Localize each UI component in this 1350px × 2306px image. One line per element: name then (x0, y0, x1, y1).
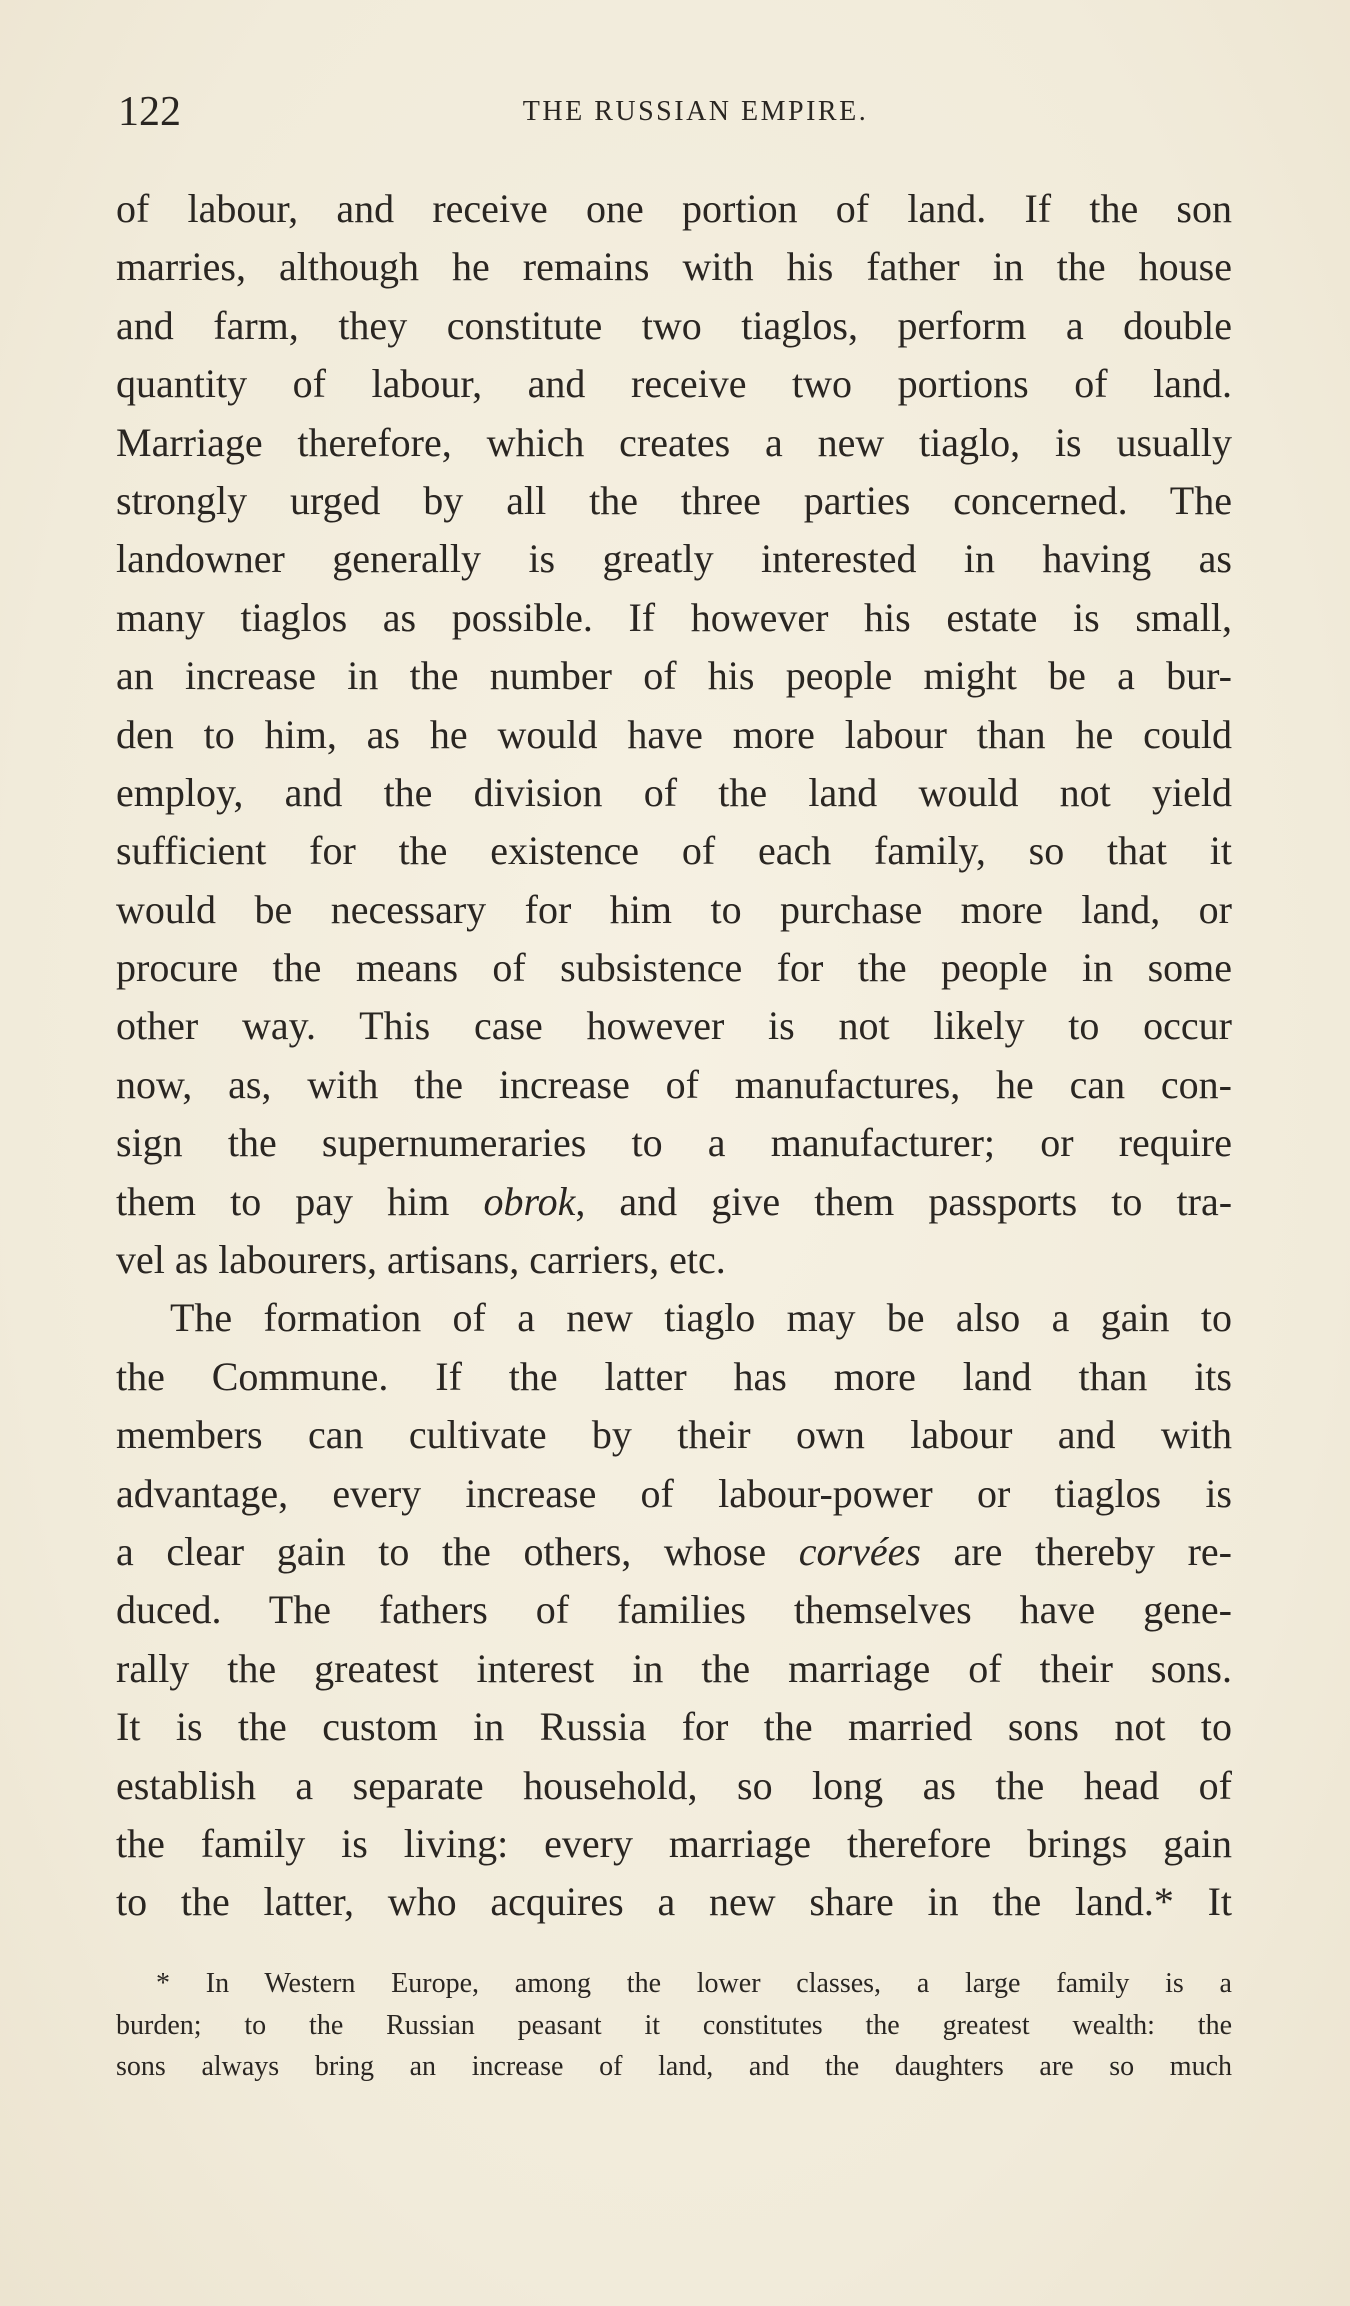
text-line: duced. The fathers of families themselves have gene- (116, 1587, 1232, 1633)
text-line: an increase in the number of his people might be a bur- (116, 653, 1232, 699)
italic-term-obrok: obrok (483, 1178, 576, 1224)
text-line: quantity of labour, and receive two portions of land. (116, 361, 1232, 407)
text-line: the family is living: every marriage therefore brings gain (116, 1820, 1232, 1866)
footnote-line: burden; to the Russian peasant it constitutes the greatest wealth: the (116, 2009, 1232, 2041)
text-run: are thereby re- (953, 1528, 1232, 1574)
text-run: , and give them passports to tra- (575, 1178, 1233, 1224)
text-line: strongly urged by all the three parties concerned. The (116, 477, 1232, 523)
text-line: advantage, every increase of labour-power or tiaglos is (116, 1470, 1232, 1516)
text-line: establish a separate household, so long as the head of (116, 1762, 1232, 1808)
text-line: Marriage therefore, which creates a new tiaglo, is usually (116, 419, 1232, 465)
page-header (118, 82, 1243, 142)
text-line: den to him, as he would have more labour than he could (116, 711, 1232, 757)
text-line: vel as labourers, artisans, carriers, etc. (116, 1237, 726, 1283)
text-line: employ, and the division of the land would not yield (116, 769, 1232, 815)
text-line: other way. This case however is not likely to occur (116, 1003, 1232, 1049)
text-line: sign the supernumeraries to a manufacturer; or require (116, 1120, 1232, 1166)
italic-term-corvees: corvées (798, 1528, 921, 1574)
text-line (116, 1173, 1232, 1231)
text-line: the Commune. If the latter has more land than its (116, 1353, 1232, 1399)
text-line: It is the custom in Russia for the married sons not to (116, 1704, 1232, 1750)
footnote-line: * In Western Europe, among the lower classes, a large family is a (156, 1968, 1232, 1999)
page-number: 122 (118, 89, 181, 135)
text-line: would be necessary for him to purchase more land, or (116, 886, 1232, 932)
text-line: to the latter, who acquires a new share in the land.* It (116, 1879, 1232, 1925)
text-line: marries, although he remains with his father in the house (116, 244, 1232, 290)
text-line: landowner generally is greatly interested in having as (116, 536, 1232, 582)
text-line: now, as, with the increase of manufactures, he can con- (116, 1061, 1232, 1107)
text-run: a clear gain to the others, whose (116, 1528, 767, 1574)
text-line (116, 1523, 1232, 1581)
text-line: rally the greatest interest in the marriage of their sons. (116, 1645, 1232, 1691)
text-line: sufficient for the existence of each family, so that it (116, 828, 1232, 874)
body-text (116, 180, 1232, 1932)
text-line: procure the means of subsistence for the people in some (116, 945, 1232, 991)
text-line: and farm, they constitute two tiaglos, perform a double (116, 302, 1232, 348)
text-line: members can cultivate by their own labour and with (116, 1412, 1232, 1458)
text-run: them to pay him (116, 1178, 450, 1224)
footnote (116, 1963, 1232, 2088)
text-line: The formation of a new tiaglo may be also a gain to (170, 1295, 1232, 1341)
text-line: of labour, and receive one portion of land. If the son (116, 186, 1232, 231)
text-line: many tiaglos as possible. If however his estate is small, (116, 594, 1232, 640)
running-title: THE RUSSIAN EMPIRE. (522, 96, 869, 127)
footnote-line: sons always bring an increase of land, and the daughters are so much (116, 2051, 1232, 2082)
